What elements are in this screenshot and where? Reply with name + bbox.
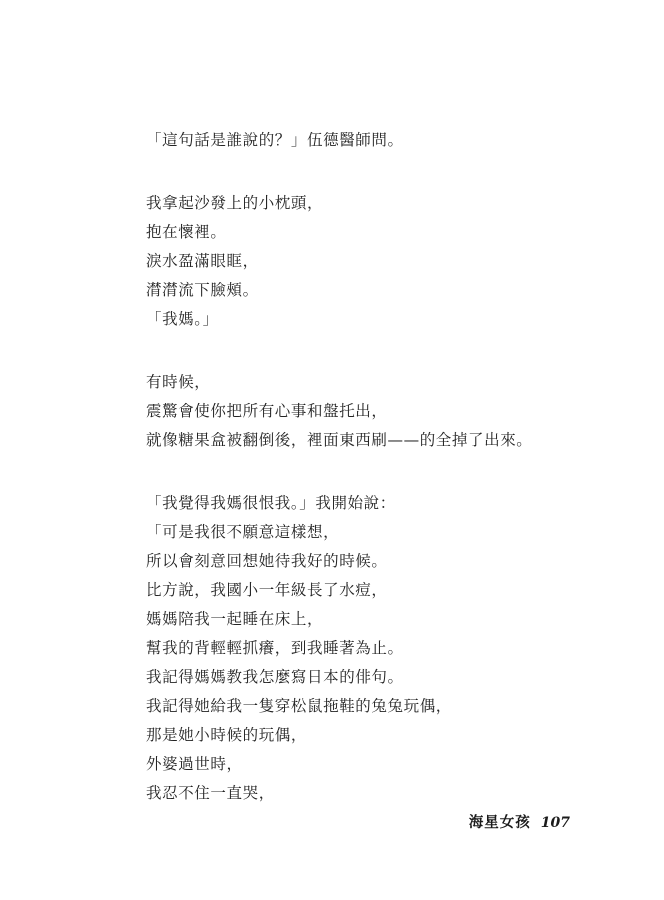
text-line: 「我媽。」 bbox=[146, 310, 219, 328]
page-number: 107 bbox=[540, 815, 570, 831]
text-line: 幫我的背輕輕抓癢，到我睡著為止。 bbox=[146, 639, 404, 657]
stanza bbox=[146, 126, 566, 155]
text-line: 淚水盈滿眼眶， bbox=[146, 252, 259, 270]
text-line: 就像糖果盒被翻倒後，裡面東西刷——的全掉了出來。 bbox=[146, 431, 533, 449]
text-line: 我記得媽媽教我怎麼寫日本的俳句。 bbox=[146, 668, 404, 686]
stanza bbox=[146, 368, 566, 455]
text-line: 外婆過世時， bbox=[146, 755, 243, 773]
text-line: 那是她小時候的玩偶， bbox=[146, 726, 308, 744]
text-line: 比方說，我國小一年級長了水痘， bbox=[146, 581, 388, 599]
page-body bbox=[146, 126, 566, 842]
text-line: 「我覺得我媽很恨我。」我開始說： bbox=[146, 494, 396, 512]
text-line: 我忍不住一直哭， bbox=[146, 784, 275, 802]
text-line: 我拿起沙發上的小枕頭， bbox=[146, 194, 324, 212]
text-line: 潸潸流下臉頰。 bbox=[146, 281, 259, 299]
text-line: 抱在懷裡。 bbox=[146, 223, 227, 241]
text-line: 震驚會使你把所有心事和盤托出， bbox=[146, 402, 388, 420]
page-footer bbox=[469, 811, 570, 832]
book-title: 海星女孩 bbox=[468, 814, 531, 831]
text-line: 有時候， bbox=[146, 373, 211, 391]
text-line: 我記得她給我一隻穿松鼠拖鞋的兔兔玩偶， bbox=[146, 697, 452, 715]
text-line: 「可是我很不願意這樣想， bbox=[146, 523, 340, 541]
text-line: 「這句話是誰說的？」伍德醫師問。 bbox=[146, 131, 404, 149]
text-line: 所以會刻意回想她待我好的時候。 bbox=[146, 552, 388, 570]
text-line: 媽媽陪我一起睡在床上， bbox=[146, 610, 324, 628]
stanza bbox=[146, 189, 566, 334]
stanza bbox=[146, 489, 566, 808]
